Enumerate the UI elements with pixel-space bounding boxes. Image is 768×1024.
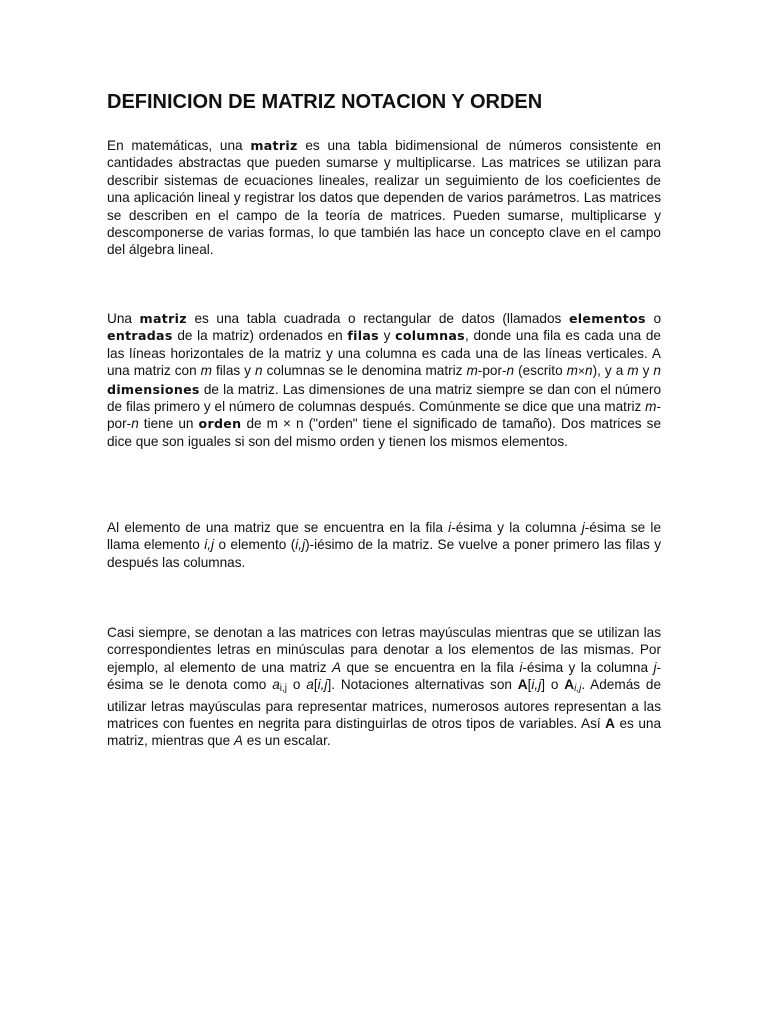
text-run: En matemáticas, una bbox=[107, 138, 251, 153]
text-run: Casi siempre, se denotan a las matrices con letras mayúsculas mientras que se utilizan las correspondientes letras en minúsculas para denotar a los elementos de las mismas. Por ejemplo, al elemento de una matriz bbox=[107, 625, 661, 675]
text-run: [ bbox=[527, 677, 532, 693]
text-run: es un escalar. bbox=[243, 733, 331, 749]
bold-term: dimensiones bbox=[107, 381, 200, 397]
text-run: que se encuentra en la fila bbox=[341, 659, 520, 675]
paragraph-definition bbox=[107, 137, 661, 259]
italic-var: i,j bbox=[531, 677, 542, 693]
italic-var: j bbox=[653, 659, 657, 675]
italic-var: m bbox=[466, 363, 478, 379]
italic-var: A bbox=[233, 733, 243, 749]
text-run: -ésima y la columna bbox=[451, 520, 582, 535]
paragraph-notation bbox=[107, 310, 661, 450]
italic-var: a bbox=[306, 677, 314, 693]
text-run: . Además de utilizar letras mayúsculas para representar matrices, numerosos autores representan a las matrices con fuentes en negrita para distinguirlas de otros tipos de variables. Así bbox=[107, 677, 662, 732]
italic-var: m bbox=[645, 399, 657, 415]
page-title: DEFINICION DE MATRIZ NOTACION Y ORDEN bbox=[107, 91, 543, 113]
text-run: de la matriz) ordenados en bbox=[172, 328, 348, 344]
italic-var: i,j bbox=[295, 537, 306, 553]
italic-var: n bbox=[506, 363, 515, 379]
subscript: i,j bbox=[279, 683, 288, 695]
italic-var: A bbox=[331, 659, 342, 675]
bold-var: A bbox=[605, 716, 615, 732]
text-run: -ésima se le denota como bbox=[107, 659, 661, 693]
bold-term: matriz bbox=[250, 138, 298, 153]
italic-var: n bbox=[585, 363, 593, 379]
text-run: tiene un bbox=[138, 416, 199, 432]
italic-var: i,j bbox=[317, 677, 328, 693]
text-run: es una tabla bidimensional de números consistente en cantidades abstractas que pueden sumarse y multiplicarse. Las matrices se utilizan para describir sistemas de ecuaciones lineales, realizar un seguimiento de los coeficientes de una aplicación lineal y registrar los datos que dependen de varios parámetros. Las matrices se describen en el campo de la teoría de matrices. Pueden sumarse, multiplicarse y descomponerse de varias formas, lo que también las hace un concepto clave en el campo del álgebra lineal. bbox=[107, 138, 661, 258]
text-run: ]. Notaciones alternativas son bbox=[327, 677, 518, 693]
bold-term: filas bbox=[347, 328, 379, 344]
text-run: ), y a bbox=[592, 363, 628, 379]
bold-term: matriz bbox=[139, 311, 187, 326]
italic-var: m bbox=[200, 363, 212, 379]
text-run: y bbox=[378, 328, 396, 344]
text-run: de la matriz. Las dimensiones de una matriz siempre se dan con el número de filas primero y el número de columnas después. Comúnmente se dice que una matriz bbox=[107, 381, 661, 415]
bold-var: A bbox=[517, 677, 528, 693]
text-run: y bbox=[638, 363, 654, 379]
italic-var: i bbox=[519, 659, 523, 675]
paragraph-denotation bbox=[107, 624, 661, 750]
italic-var: n bbox=[131, 416, 139, 432]
text-run: Una bbox=[107, 311, 140, 326]
text-run: o bbox=[287, 677, 307, 693]
bold-term: orden bbox=[198, 416, 242, 432]
times-symbol: × bbox=[577, 364, 585, 379]
text-run: de m × n ("orden" tiene el significado de tamaño). Dos matrices se dice que son iguales si son del mismo orden y tienen los mismos elementos. bbox=[107, 416, 661, 449]
text-run: o bbox=[645, 311, 662, 326]
text-run: , donde una fila es cada una de las líneas horizontales de la matriz y una columna es cada una de las líneas verticales. A una matriz con bbox=[107, 328, 661, 379]
italic-var: n bbox=[653, 363, 661, 379]
text-run: es una matriz, mientras que bbox=[107, 716, 662, 749]
text-run: ] o bbox=[541, 677, 565, 693]
paragraph-element bbox=[107, 519, 661, 571]
text-run: [ bbox=[313, 677, 318, 693]
italic-var: m bbox=[627, 363, 639, 379]
text-run: filas y bbox=[211, 363, 255, 379]
bold-term: elementos bbox=[568, 311, 646, 326]
italic-var: n bbox=[255, 363, 263, 379]
italic-var: j bbox=[581, 520, 585, 535]
italic-var: i,j bbox=[204, 537, 215, 553]
italic-var: i bbox=[448, 520, 452, 535]
text-run: -ésima se le llama elemento bbox=[107, 520, 662, 553]
text-run: -ésima y la columna bbox=[522, 659, 654, 675]
bold-term: entradas bbox=[107, 328, 173, 344]
italic-var: a bbox=[272, 677, 280, 693]
bold-var: A bbox=[564, 677, 575, 693]
italic-var: m bbox=[566, 363, 578, 379]
text-run: o elemento ( bbox=[214, 537, 296, 553]
text-run: columnas se le denomina matriz bbox=[262, 363, 467, 379]
text-run: (escrito bbox=[514, 363, 567, 379]
text-run: -por- bbox=[477, 363, 507, 379]
bold-term: columnas bbox=[395, 328, 465, 344]
text-run: )-iésimo de la matriz. Se vuelve a poner primero las filas y después las columnas. bbox=[107, 537, 661, 570]
text-run: -por- bbox=[107, 399, 661, 432]
text-run: es una tabla cuadrada o rectangular de datos (llamados bbox=[186, 311, 569, 326]
text-run: Al elemento de una matriz que se encuentra en la fila bbox=[107, 520, 449, 535]
subscript: i,j bbox=[574, 683, 582, 695]
